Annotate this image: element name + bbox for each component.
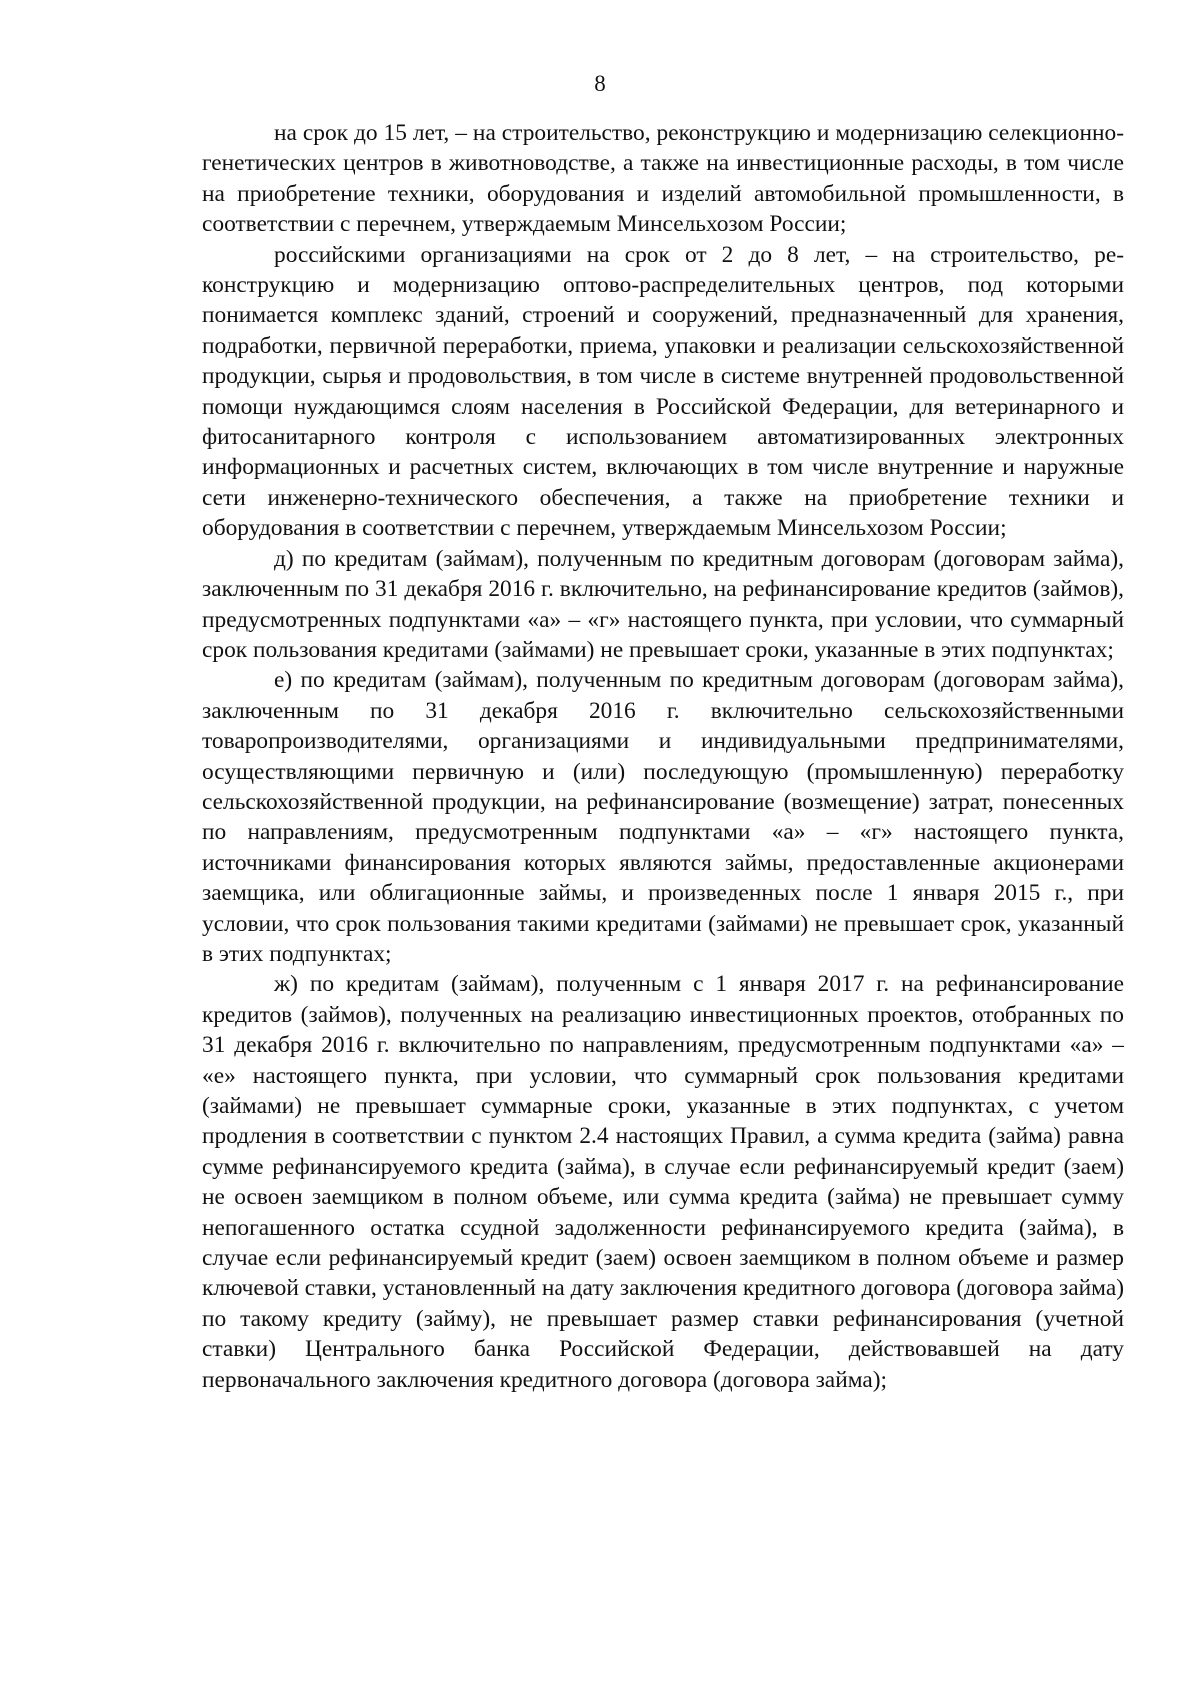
paragraph-terms-15-years: на срок до 15 лет, – на строительство, реконструкцию и модернизацию селекционно-генетических центров в животноводстве, а также на инвестиционные расходы, в том числе на приобретение техники, оборудования и изделий автомобильной промышленности, в соответствии с перечнем, утверждаемым Минсельхозом России; <box>202 120 1124 238</box>
paragraph-wholesale-centers: российскими организациями на срок от 2 до 8 лет, – на строительство, реконструкцию и модернизацию оптово-распределительных центров, под которыми понимается комплекс зданий, строений и сооружений, предназначенный для хранения, подработки, первичной переработки, приема, упаковки и реализации сельскохозяйственной продукции, сырья и продовольствия, в том числе в системе внутренней продовольственной помощи нуждающимся слоям населения в Российской Федерации, для ветеринарного и фитосанитарного контроля с использованием автоматизированных электронных информационных и расчетных систем, включающих в том числе внутренние и наружные сети инженерно-технического обеспечения, а также на приобретение техники и оборудования в соответствии с перечнем, утверждаемым Минсельхозом России; <box>202 241 1124 542</box>
paragraph-item-zh: ж) по кредитам (займам), полученным с 1 января 2017 г. на рефинансирование кредитов (займов), полученных на реализацию инвестиционных проектов, отобранных по 31 декабря 2016 г. включительно по направлениям, предусмотренным подпунктами «а» – «е» настоящего пункта, при условии, что суммарный срок пользования кредитами (займами) не превышает суммарные сроки, указанные в этих подпунктах, с учетом продления в соответствии с пунктом 2.4 настоящих Правил, а сумма кредита (займа) равна сумме рефинансируемого кредита (займа), в случае если рефинансируемый кредит (заем) не освоен заемщиком в полном объеме, или сумма кредита (займа) не превышает сумму непогашенного остатка ссудной задолженности рефинансируемого кредита (займа), в случае если рефинансируемый кредит (заем) освоен заемщиком в полном объеме и размер ключевой ставки, установленный на дату заключения кредитного договора (договора займа) по такому кредиту (займу), не превышает размер ставки рефинансирования (учетной ставки) Центрального банка Российской Федерации, действовавшей на дату первоначального заключения кредитного договора (договора займа); <box>202 971 1124 1393</box>
paragraph-item-e: е) по кредитам (займам), полученным по кредитным договорам (договорам займа), заключенным по 31 декабря 2016 г. включительно сельскохозяйственными товаропроизводителями, организациями и индивидуальными предпринимателями, осуществляющими первичную и (или) последующую (промышленную) переработку сельскохозяйственной продукции, на рефинансирование (возмещение) затрат, понесенных по направлениям, предусмотренным подпунктами «а» – «г» настоящего пункта, источниками финансирования которых являются займы, предоставленные акционерами заемщика, или облигационные займы, и произведенных после 1 января 2015 г., при условии, что срок пользования такими кредитами (займами) не превышает срок, указанный в этих подпунктах; <box>202 667 1124 967</box>
paragraph-item-d: д) по кредитам (займам), полученным по кредитным договорам (договорам займа), заключенным по 31 декабря 2016 г. включительно, на рефинансирование кредитов (займов), предусмотренных подпунктами «а» – «г» настоящего пункта, при условии, что суммарный срок пользования кредитами (займами) не превышает сроки, указанные в этих подпунктах; <box>202 545 1124 663</box>
document-body <box>202 118 1124 1395</box>
page-number: 8 <box>594 71 606 96</box>
